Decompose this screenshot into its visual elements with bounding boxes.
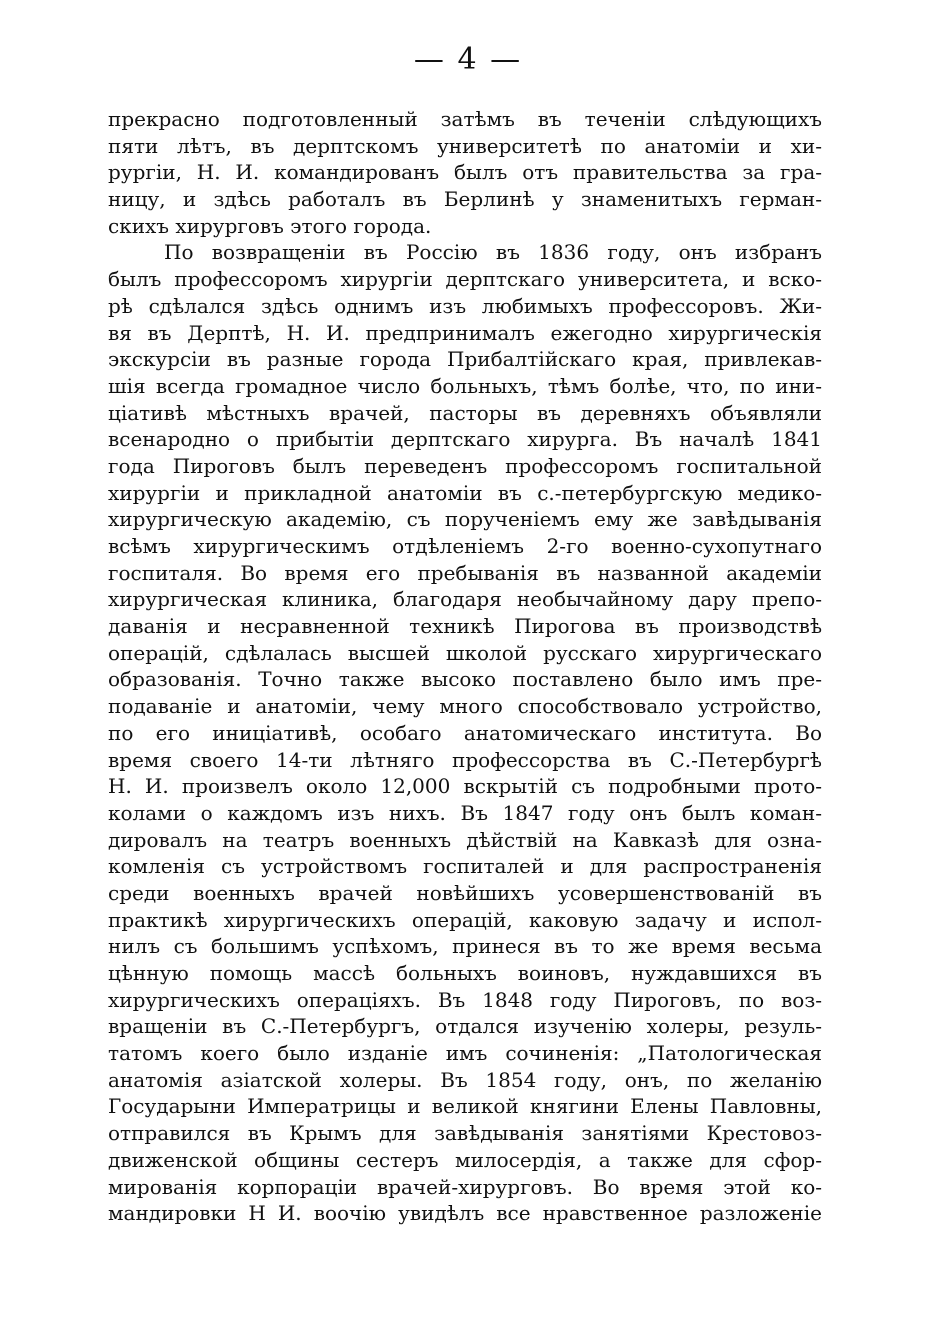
text-line: ціативѣ мѣстныхъ врачей, пасторы въ деревняхъ объявляли: [108, 400, 822, 425]
paragraph-start-line: По возвращеніи въ Россію въ 1836 году, онъ избранъ: [164, 240, 822, 265]
text-line: шія всегда громадное число больныхъ, тѣмъ болѣе, что, по ини-: [108, 373, 822, 398]
text-line: года Пироговъ былъ переведенъ профессоромъ госпитальной: [108, 453, 822, 478]
text-line: татомъ коего было изданіе имъ сочиненія: „Патологическая: [108, 1041, 822, 1066]
text-line: хирургіи и прикладной анатоміи въ с.-петербургскую медико-: [108, 480, 822, 505]
text-line: Н. И. произвелъ около 12,000 вскрытій съ подробными прото-: [108, 774, 822, 799]
text-line: рѣ сдѣлался здѣсь однимъ изъ любимыхъ профессоровъ. Жи-: [108, 293, 822, 318]
text-line: прекрасно подготовленный затѣмъ въ теченіи слѣдующихъ: [108, 107, 822, 131]
text-line: экскурсіи въ разные города Прибалтійскаго края, привлекав-: [108, 347, 822, 372]
text-line: хирургическихъ операціяхъ. Въ 1848 году Пироговъ, по воз-: [108, 987, 822, 1012]
text-line: всенародно о прибытіи дерптскаго хирурга. Въ началѣ 1841: [108, 427, 822, 452]
text-line: вя въ Дерптѣ, Н. И. предпринималъ ежегодно хирургическія: [108, 320, 822, 345]
body-text: [108, 106, 822, 1227]
text-line: былъ профессоромъ хирургіи дерптскаго университета, и вско-: [108, 267, 822, 292]
text-line: колами о каждомъ изъ нихъ. Въ 1847 году онъ былъ коман-: [108, 800, 822, 825]
text-line: комленія съ устройствомъ госпиталей и для распространенія: [108, 854, 822, 879]
text-line: мированія корпораціи врачей-хирурговъ. Во время этой ко-: [108, 1174, 822, 1199]
text-line: среди военныхъ врачей новѣйшихъ усовершенствованій въ: [108, 880, 822, 905]
text-line: рургіи, Н. И. командированъ былъ отъ правительства за гра-: [108, 160, 822, 185]
text-line: подаваніе и анатоміи, чему много способствовало устройство,: [108, 694, 822, 719]
text-line: отправился въ Крымъ для завѣдыванія занятіями Крестовоз-: [108, 1121, 822, 1146]
text-line: скихъ хирурговъ этого города.: [108, 213, 432, 238]
text-line: движенской общины сестеръ милосердія, а также для сфор-: [108, 1147, 822, 1172]
text-line: анатомія азіатской холеры. Въ 1854 году, онъ, по желанію: [108, 1067, 822, 1092]
text-line: ницу, и здѣсь работалъ въ Берлинѣ у знаменитыхъ герман-: [108, 187, 822, 212]
text-line: операцій, сдѣлалась высшей школой русскаго хирургическаго: [108, 640, 822, 665]
text-line: госпиталя. Во время его пребыванія въ названной академіи: [108, 560, 822, 585]
text-line: образованія. Точно также высоко поставлено было имъ пре-: [108, 667, 822, 692]
text-line: хирургическую академію, съ порученіемъ ему же завѣдыванія: [108, 507, 822, 532]
text-line: пяти лѣтъ, въ дерптскомъ университетѣ по анатоміи и хи-: [108, 133, 822, 158]
text-line: Государыни Императрицы и великой княгини Елены Павловны,: [108, 1094, 822, 1119]
text-line: вращеніи въ С.-Петербургъ, отдался изученію холеры, резуль-: [108, 1014, 822, 1039]
text-line: дировалъ на театръ военныхъ дѣйствій на Кавказѣ для озна-: [108, 827, 822, 852]
page-number: — 4 —: [413, 42, 523, 77]
text-line: всѣмъ хирургическимъ отдѣленіемъ 2-го военно-сухопутнаго: [108, 534, 822, 558]
text-line: цѣнную помощь массѣ больныхъ воиновъ, нуждавшихся въ: [108, 961, 822, 985]
text-line: время своего 14-ти лѣтняго профессорства въ С.-Петербургѣ: [108, 747, 822, 772]
text-line: нилъ съ большимъ успѣхомъ, принеся въ то же время весьма: [108, 934, 822, 959]
text-line: по его иниціативѣ, особаго анатомическаго института. Во: [108, 720, 822, 745]
text-line: хирургическая клиника, благодаря необычайному дару препо-: [108, 587, 822, 612]
text-line: даванія и несравненной техникѣ Пирогова въ производствѣ: [108, 614, 822, 639]
text-line: мандировки Н И. воочію увидѣлъ все нравственное разложеніе: [108, 1201, 822, 1226]
text-line: практикѣ хирургическихъ операцій, каковую задачу и испол-: [108, 907, 822, 932]
